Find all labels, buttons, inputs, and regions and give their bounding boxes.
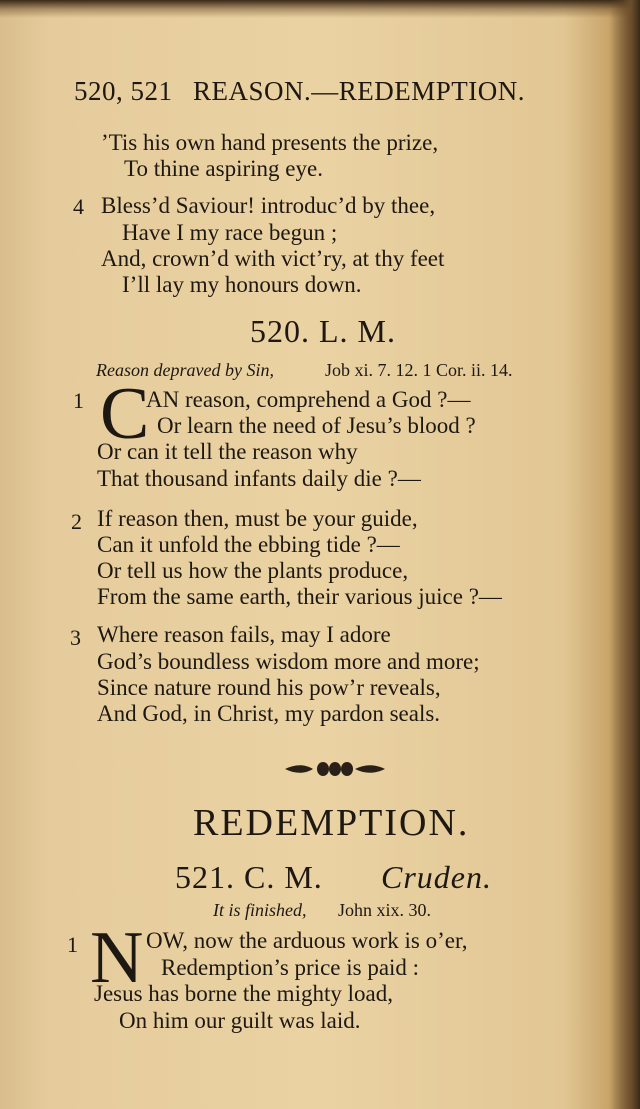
section-title: REDEMPTION. (193, 802, 470, 844)
verse-line: That thousand infants daily die ?— (97, 466, 421, 491)
drop-cap: C (100, 373, 150, 455)
stanza-number: 4 (73, 194, 84, 219)
page-edge-shadow (610, 0, 640, 1109)
verse-line: Where reason fails, may I adore (97, 622, 391, 647)
verse-line: Or tell us how the plants produce, (97, 558, 409, 583)
verse-line: From the same earth, their various juice ?— (97, 584, 502, 609)
hymn-heading: 520. L. M. (250, 313, 396, 349)
hymn-subtitle-italic: It is finished, (213, 900, 307, 920)
verse-line: Jesus has borne the mighty load, (94, 981, 393, 1006)
verse-line: And God, in Christ, my pardon seals. (97, 701, 441, 726)
verse-line: Or learn the need of Jesu’s blood ? (157, 413, 476, 438)
page-numbers: 520, 521 (74, 76, 173, 106)
drop-cap: N (90, 917, 144, 999)
stanza-number: 1 (67, 932, 78, 957)
verse-line: If reason then, must be your guide, (97, 506, 418, 531)
running-title: REASON.—REDEMPTION. (193, 76, 526, 106)
verse-line: Have I my race begun ; (122, 220, 338, 245)
verse-line: To thine aspiring eye. (124, 156, 323, 181)
stanza-number: 3 (70, 625, 81, 650)
verse-line: On him our guilt was laid. (119, 1008, 361, 1033)
verse-line: OW, now the arduous work is o’er, (146, 928, 468, 953)
stanza-number: 1 (73, 388, 84, 413)
verse-line: And, crown’d with vict’ry, at thy feet (101, 246, 445, 271)
verse-line: Or can it tell the reason why (97, 439, 358, 464)
verse-line: ’Tis his own hand presents the prize, (101, 130, 439, 155)
stanza-number: 2 (71, 509, 82, 534)
verse-line: I’ll lay my honours down. (122, 272, 362, 297)
hymn-heading: 521. C. M. (175, 859, 323, 895)
page-top-shadow (0, 0, 640, 18)
verse-line: Bless’d Saviour! introduc’d by thee, (101, 193, 436, 218)
verse-line: Can it unfold the ebbing tide ?— (97, 532, 400, 557)
hymn-tune: Cruden. (381, 859, 492, 895)
verse-line: Redemption’s price is paid : (161, 955, 420, 980)
ornament-divider (283, 758, 387, 780)
hymn-subtitle-italic: Reason depraved by Sin, (96, 360, 274, 380)
hymn-subtitle-refs: Job xi. 7. 12. 1 Cor. ii. 14. (325, 360, 513, 380)
verse-line: Since nature round his pow’r reveals, (97, 675, 441, 700)
verse-line: God’s boundless wisdom more and more; (97, 649, 480, 674)
verse-line: AN reason, comprehend a God ?— (146, 387, 471, 412)
hymn-subtitle-refs: John xix. 30. (338, 900, 432, 920)
